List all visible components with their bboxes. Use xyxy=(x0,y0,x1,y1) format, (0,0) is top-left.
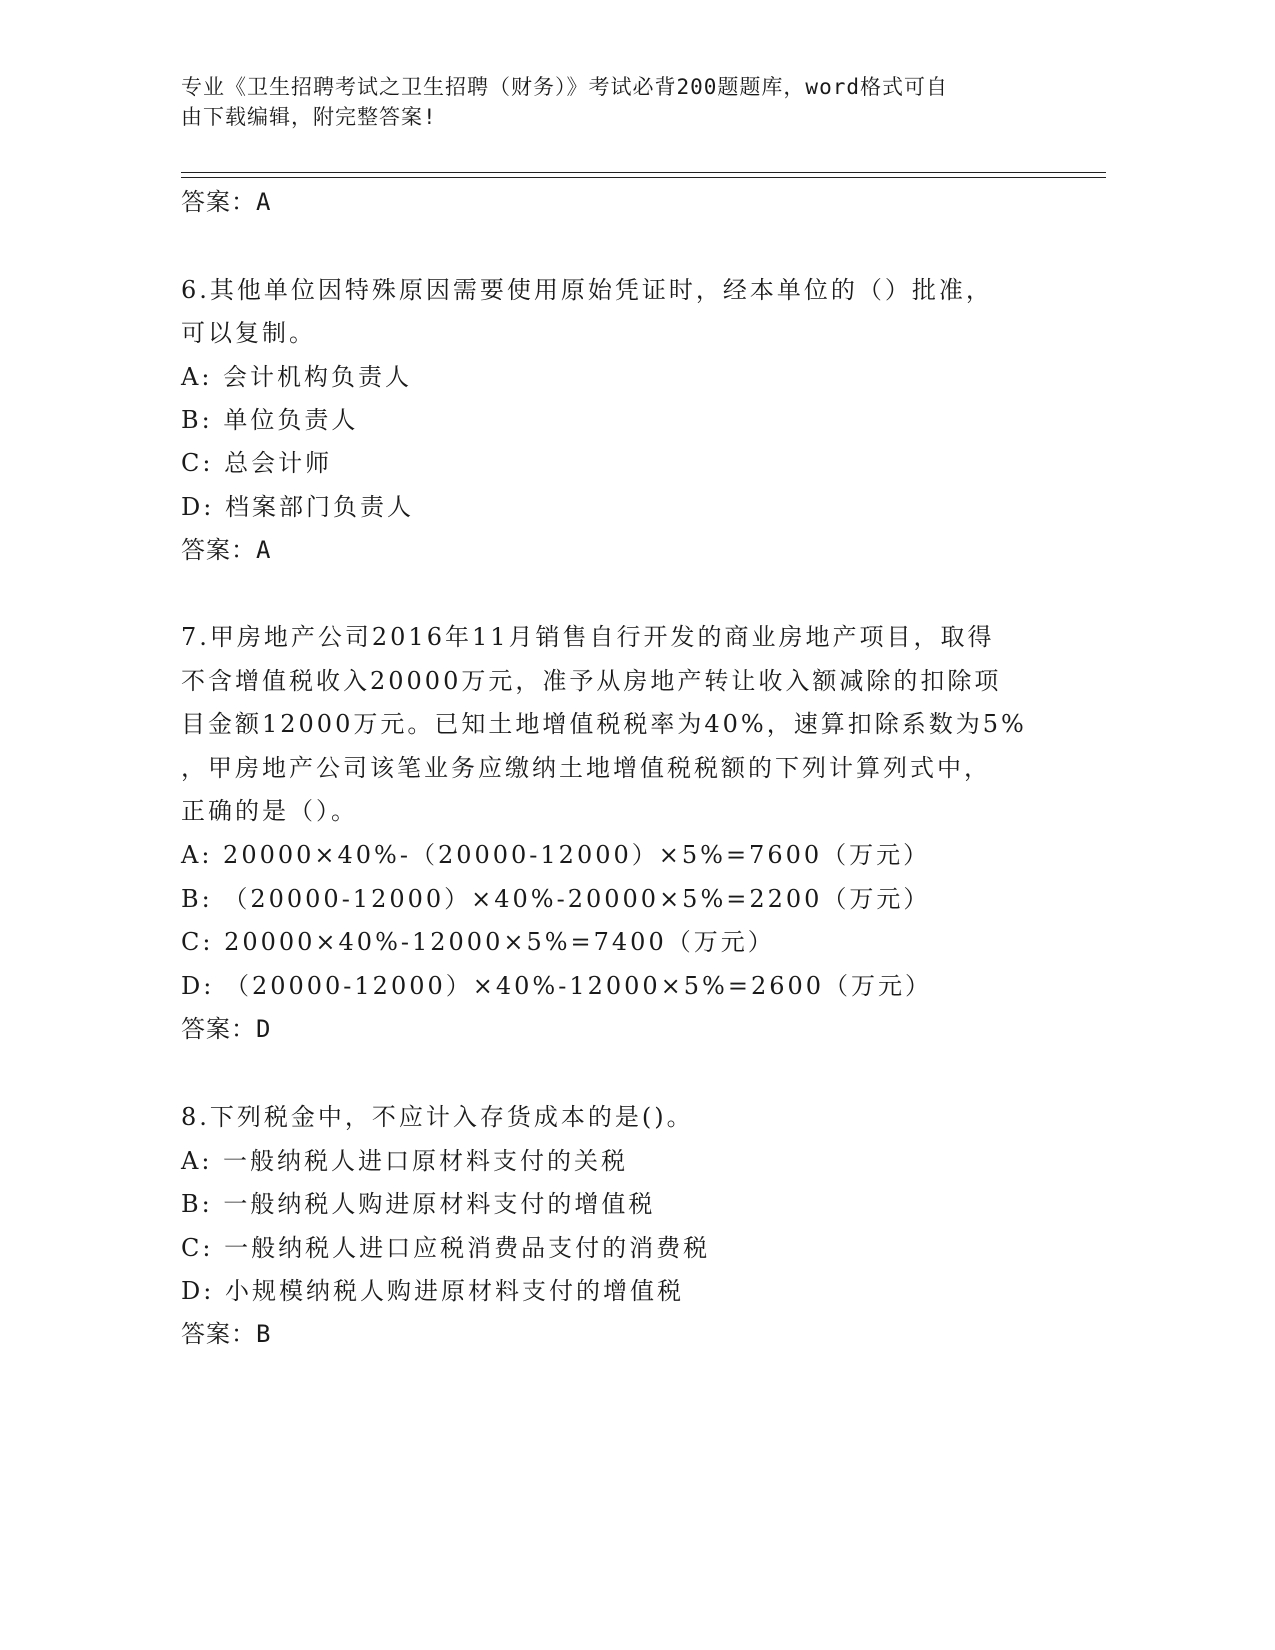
header-divider-bottom xyxy=(181,177,1106,178)
question-6-option-b: B: 单位负责人 xyxy=(181,406,359,434)
question-7-option-a: A: 20000×40%-（20000-12000）×5%=7600（万元） xyxy=(181,841,931,869)
previous-answer: 答案：A xyxy=(181,188,272,216)
question-7-option-c: C: 20000×40%-12000×5%=7400（万元） xyxy=(181,928,775,956)
question-7-stem-line-3: 目金额12000万元。已知土地增值税税率为40%，速算扣除系数为5% xyxy=(181,710,1027,738)
question-8-option-c: C: 一般纳税人进口应税消费品支付的消费税 xyxy=(181,1234,711,1262)
question-8-option-d: D: 小规模纳税人购进原材料支付的增值税 xyxy=(181,1277,684,1305)
question-7-answer: 答案：D xyxy=(181,1015,272,1043)
question-7-option-b: B: （20000-12000）×40%-20000×5%=2200（万元） xyxy=(181,885,931,913)
question-7-stem-line-2: 不含增值税收入20000万元，准予从房地产转让收入额减除的扣除项 xyxy=(181,667,1002,695)
question-6-answer: 答案：A xyxy=(181,536,272,564)
question-7-stem-line-1: 7.甲房地产公司2016年11月销售自行开发的商业房地产项目，取得 xyxy=(181,623,995,651)
question-6-option-c: C: 总会计师 xyxy=(181,449,333,477)
header-line-2: 由下载编辑，附完整答案! xyxy=(181,105,437,129)
question-7-stem-line-5: 正确的是（）。 xyxy=(181,797,358,825)
question-8-option-b: B: 一般纳税人购进原材料支付的增值税 xyxy=(181,1190,656,1218)
question-6-stem-line-2: 可以复制。 xyxy=(181,319,316,347)
question-6-stem-line-1: 6.其他单位因特殊原因需要使用原始凭证时，经本单位的（）批准， xyxy=(181,276,993,304)
document-header xyxy=(181,72,1041,132)
header-line-1: 专业《卫生招聘考试之卫生招聘（财务）》考试必背200题题库，word格式可自 xyxy=(181,75,948,99)
question-8-answer: 答案：B xyxy=(181,1320,272,1348)
question-7-option-d: D: （20000-12000）×40%-12000×5%=2600（万元） xyxy=(181,972,933,1000)
question-7-stem-line-4: ，甲房地产公司该笔业务应缴纳土地增值税税额的下列计算列式中， xyxy=(181,754,991,782)
question-6-option-a: A: 会计机构负责人 xyxy=(181,363,413,391)
question-6-option-d: D: 档案部门负责人 xyxy=(181,493,414,521)
question-8-stem-line-1: 8.下列税金中，不应计入存货成本的是()。 xyxy=(181,1103,694,1131)
header-divider-top xyxy=(181,172,1106,173)
question-8-option-a: A: 一般纳税人进口原材料支付的关税 xyxy=(181,1147,629,1175)
